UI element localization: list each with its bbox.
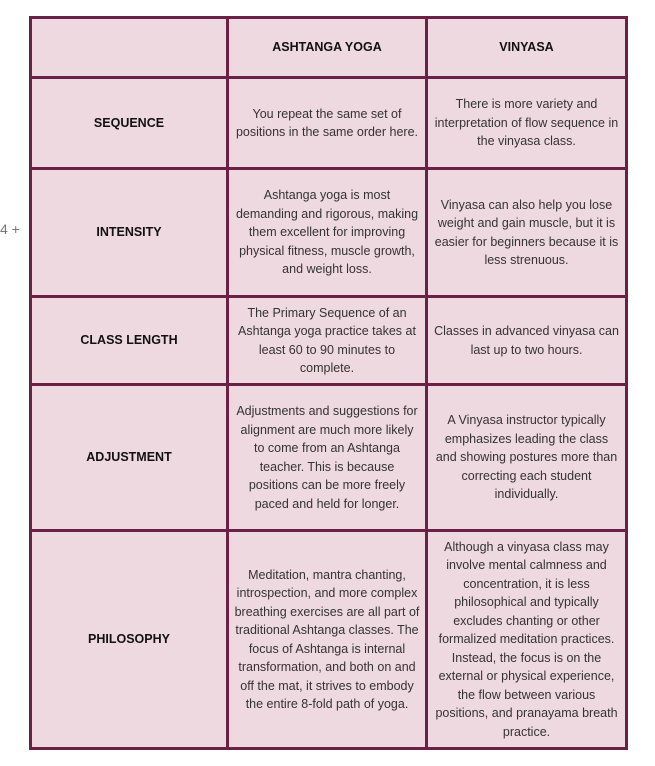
vinyasa-cell: There is more variety and interpretation of flow sequence in the vinyasa class.	[427, 78, 627, 169]
table-row	[31, 78, 627, 169]
table-row	[31, 169, 627, 297]
table-row	[31, 531, 627, 749]
ashtanga-cell: Meditation, mantra chanting, introspection, and more complex breathing exercises are all part of traditional Ashtanga classes. The focus of Ashtanga is internal transformation, and both on and off the mat, it strives to embody the entire 8-fold path of yoga.	[228, 531, 427, 749]
vinyasa-cell: Although a vinyasa class may involve mental calmness and concentration, it is less philosophical and typically excludes chanting or other formalized meditation practices. Instead, the focus is on the external or physical experience, the flow between various positions, and pranayama breath practice.	[427, 531, 627, 749]
comparison-table	[29, 16, 628, 750]
row-label: PHILOSOPHY	[31, 531, 228, 749]
ashtanga-cell: Ashtanga yoga is most demanding and rigorous, making them excellent for improving physical fitness, muscle growth, and weight loss.	[228, 169, 427, 297]
vinyasa-cell: A Vinyasa instructor typically emphasizes leading the class and showing postures more than correcting each student individually.	[427, 385, 627, 531]
table-row	[31, 297, 627, 385]
row-label: SEQUENCE	[31, 78, 228, 169]
header-cell-vinyasa: VINYASA	[427, 18, 627, 78]
header-cell-empty	[31, 18, 228, 78]
header-cell-ashtanga: ASHTANGA YOGA	[228, 18, 427, 78]
row-label: CLASS LENGTH	[31, 297, 228, 385]
edge-cutoff-text: 4 +	[0, 221, 20, 237]
ashtanga-cell: Adjustments and suggestions for alignment are much more likely to come from an Ashtanga teacher. This is because positions can be more freely paced and held for longer.	[228, 385, 427, 531]
table-header-row	[31, 18, 627, 78]
vinyasa-cell: Vinyasa can also help you lose weight and gain muscle, but it is easier for beginners because it is less strenuous.	[427, 169, 627, 297]
ashtanga-cell: You repeat the same set of positions in the same order here.	[228, 78, 427, 169]
vinyasa-cell: Classes in advanced vinyasa can last up to two hours.	[427, 297, 627, 385]
table-row	[31, 385, 627, 531]
ashtanga-cell: The Primary Sequence of an Ashtanga yoga practice takes at least 60 to 90 minutes to complete.	[228, 297, 427, 385]
row-label: INTENSITY	[31, 169, 228, 297]
row-label: ADJUSTMENT	[31, 385, 228, 531]
